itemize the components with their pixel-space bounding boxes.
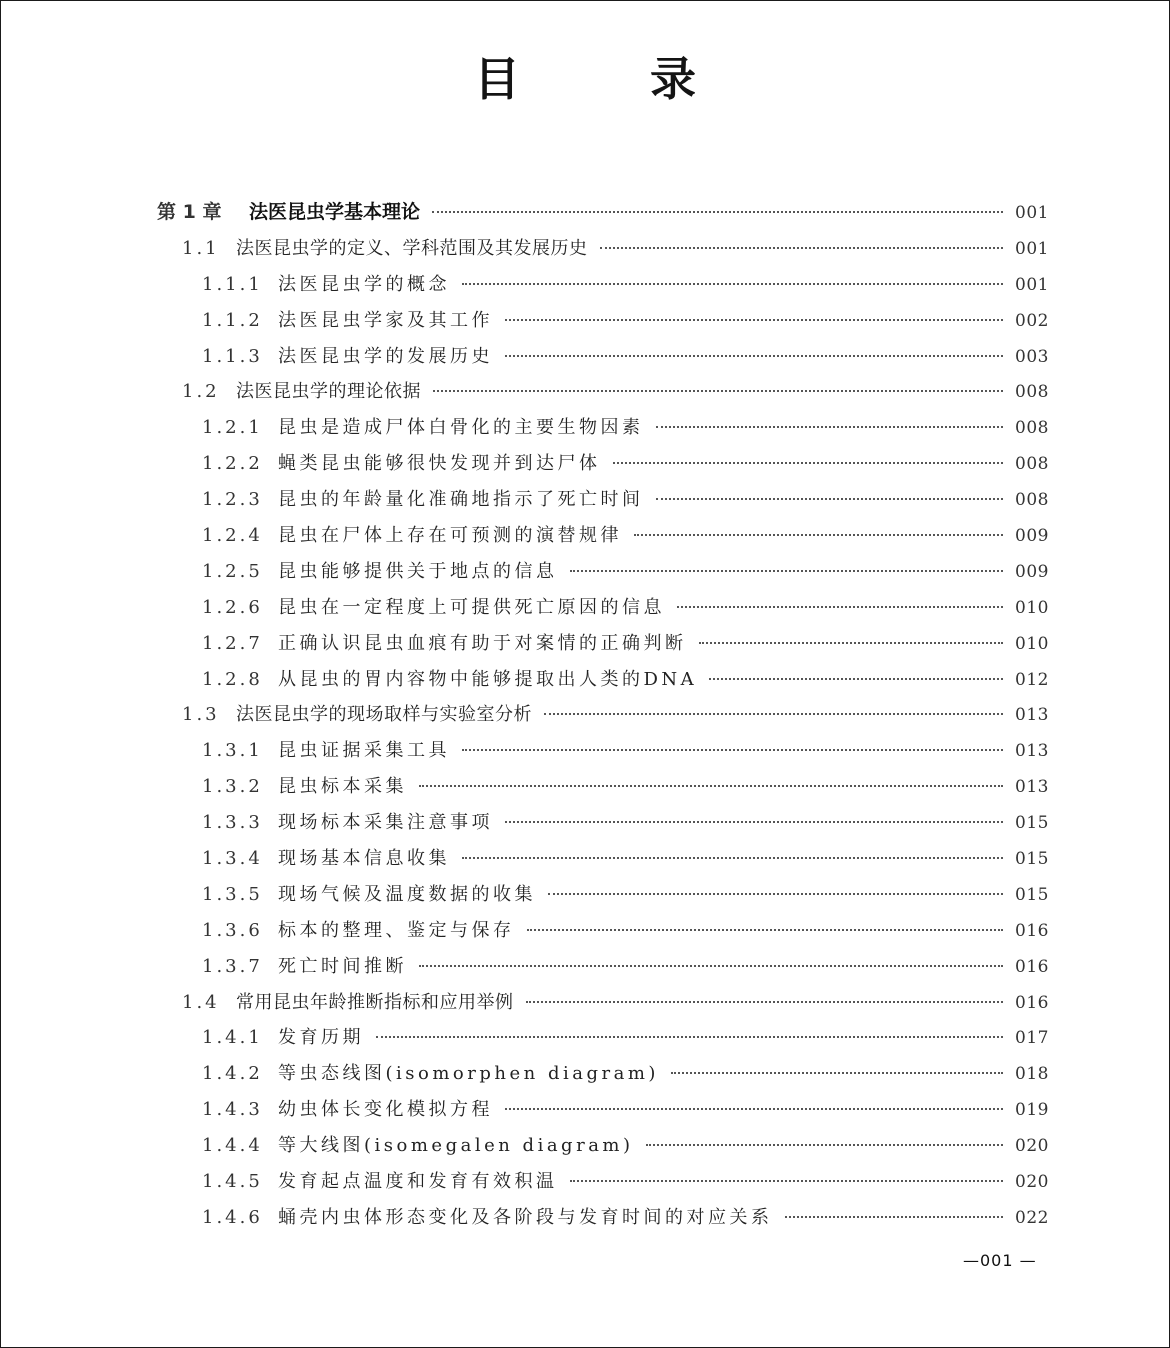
toc-entry-number: 1.4.5	[202, 1171, 263, 1193]
toc-leader-dots	[699, 642, 1004, 644]
toc-entry-page: 013	[1015, 741, 1049, 762]
toc-entry-page: 012	[1015, 669, 1049, 690]
toc-entry[interactable]	[157, 231, 1049, 267]
toc-leader-dots	[527, 929, 1004, 931]
toc-entry-page: 010	[1015, 597, 1049, 618]
toc-entry-title: 昆虫的年龄量化准确地指示了死亡时间	[278, 489, 644, 511]
toc-leader-dots	[613, 462, 1004, 464]
toc-entry-number: 1.4.3	[202, 1099, 263, 1121]
toc-leader-dots	[600, 247, 1004, 249]
toc-entry[interactable]	[157, 482, 1049, 518]
toc-entry-number: 1.3.4	[202, 848, 263, 870]
toc-entry-title: 法医昆虫学的理论依据	[236, 381, 421, 403]
toc-entry-page: 013	[1015, 705, 1049, 726]
toc-entry-title: 昆虫在一定程度上可提供死亡原因的信息	[278, 596, 665, 618]
toc-leader-dots	[432, 211, 1003, 213]
toc-entry-number: 1.2.7	[202, 632, 263, 654]
toc-entry[interactable]	[157, 626, 1049, 662]
toc-leader-dots	[671, 1072, 1003, 1074]
toc-entry-title: 法医昆虫学家及其工作	[278, 309, 493, 331]
toc-entry-number: 1.1.3	[202, 345, 263, 367]
toc-entry-title: 常用昆虫年龄推断指标和应用举例	[236, 991, 514, 1013]
toc-entry[interactable]	[157, 374, 1049, 410]
toc-entry[interactable]	[157, 303, 1049, 339]
toc-entry[interactable]	[157, 949, 1049, 985]
toc-entry-page: 009	[1015, 561, 1049, 582]
toc-leader-dots	[526, 1001, 1004, 1003]
toc-leader-dots	[785, 1216, 1004, 1218]
toc-entry[interactable]	[157, 590, 1049, 626]
toc-entry-title: 法医昆虫学的现场取样与实验室分析	[236, 704, 532, 726]
toc-entry-title: 正确认识昆虫血痕有助于对案情的正确判断	[278, 632, 687, 654]
toc-leader-dots	[433, 390, 1003, 392]
toc-leader-dots	[505, 319, 1003, 321]
toc-entry-number: 1.4.2	[202, 1063, 263, 1085]
page-title: 目 录	[474, 52, 738, 106]
toc-entry-number: 1.3.3	[202, 812, 263, 834]
toc-entry-number: 1.3.1	[202, 740, 263, 762]
toc-entry-title: 昆虫是造成尸体白骨化的主要生物因素	[278, 417, 644, 439]
toc-entry-number: 1.2	[182, 381, 220, 403]
toc-leader-dots	[419, 965, 1003, 967]
toc-entry-number: 1.4	[182, 991, 220, 1013]
toc-entry-page: 008	[1015, 418, 1049, 439]
toc-entry[interactable]	[157, 805, 1049, 841]
toc-entry-title: 等大线图(isomegalen diagram)	[278, 1135, 634, 1157]
toc-entry-page: 016	[1015, 920, 1049, 941]
toc-entry-title: 法医昆虫学的发展历史	[278, 345, 493, 367]
toc-entry[interactable]	[157, 410, 1049, 446]
toc-entry-title: 法医昆虫学基本理论	[249, 201, 421, 223]
toc-entry-page: 018	[1015, 1064, 1049, 1085]
toc-entry[interactable]	[157, 1056, 1049, 1092]
toc-entry[interactable]	[157, 985, 1049, 1021]
toc-entry[interactable]	[157, 339, 1049, 375]
toc-entry-title: 死亡时间推断	[278, 955, 407, 977]
toc-entry-page: 016	[1015, 956, 1049, 977]
toc-entry[interactable]	[157, 446, 1049, 482]
toc-entry-title: 发育历期	[278, 1027, 364, 1049]
toc-leader-dots	[376, 1036, 1003, 1038]
toc-leader-dots	[548, 893, 1003, 895]
toc-entry-number: 1.2.2	[202, 453, 263, 475]
table-of-contents	[157, 195, 1049, 1236]
toc-leader-dots	[634, 534, 1003, 536]
toc-entry-title: 等虫态线图(isomorphen diagram)	[278, 1063, 659, 1085]
toc-entry-page: 008	[1015, 490, 1049, 511]
toc-entry-number: 1.4.6	[202, 1206, 263, 1228]
toc-entry-title: 标本的整理、鉴定与保存	[278, 919, 515, 941]
toc-entry-number: 第 1 章	[157, 201, 222, 223]
toc-entry-title: 昆虫在尸体上存在可预测的演替规律	[278, 525, 622, 547]
toc-entry[interactable]	[157, 1020, 1049, 1056]
toc-leader-dots	[646, 1144, 1003, 1146]
toc-entry-title: 幼虫体长变化模拟方程	[278, 1099, 493, 1121]
toc-entry[interactable]	[157, 267, 1049, 303]
toc-entry-title: 蝇类昆虫能够很快发现并到达尸体	[278, 453, 601, 475]
toc-entry-number: 1.3	[182, 704, 220, 726]
toc-leader-dots	[462, 857, 1003, 859]
toc-entry-number: 1.1.1	[202, 273, 263, 295]
toc-entry-title: 法医昆虫学的概念	[278, 273, 450, 295]
toc-entry-title: 从昆虫的胃内容物中能够提取出人类的DNA	[278, 668, 698, 690]
toc-entry-title: 现场标本采集注意事项	[278, 812, 493, 834]
toc-entry[interactable]	[157, 1128, 1049, 1164]
toc-leader-dots	[462, 283, 1003, 285]
toc-entry[interactable]	[157, 518, 1049, 554]
toc-leader-dots	[677, 606, 1003, 608]
toc-leader-dots	[656, 498, 1004, 500]
toc-entry-page: 009	[1015, 526, 1049, 547]
toc-entry[interactable]	[157, 877, 1049, 913]
toc-entry-page: 010	[1015, 633, 1049, 654]
toc-leader-dots	[505, 1108, 1003, 1110]
toc-leader-dots	[505, 821, 1003, 823]
toc-entry[interactable]	[157, 195, 1049, 231]
toc-entry-page: 017	[1015, 1028, 1049, 1049]
toc-entry[interactable]	[157, 913, 1049, 949]
toc-entry-number: 1.2.8	[202, 668, 263, 690]
toc-entry-number: 1.2.6	[202, 596, 263, 618]
toc-entry-title: 昆虫能够提供关于地点的信息	[278, 560, 558, 582]
toc-entry[interactable]	[157, 1164, 1049, 1200]
toc-entry-page: 016	[1015, 992, 1049, 1013]
toc-entry-page: 019	[1015, 1100, 1049, 1121]
toc-entry[interactable]	[157, 554, 1049, 590]
toc-entry-number: 1.2.1	[202, 417, 263, 439]
toc-entry-number: 1.2.4	[202, 525, 263, 547]
toc-entry-title: 现场基本信息收集	[278, 848, 450, 870]
toc-entry-title: 昆虫证据采集工具	[278, 740, 450, 762]
toc-entry-page: 008	[1015, 382, 1049, 403]
toc-leader-dots	[709, 678, 1003, 680]
toc-entry-number: 1.2.5	[202, 560, 263, 582]
toc-leader-dots	[656, 426, 1004, 428]
toc-entry-number: 1.4.4	[202, 1135, 263, 1157]
toc-entry-page: 008	[1015, 454, 1049, 475]
toc-entry-page: 020	[1015, 1172, 1049, 1193]
toc-entry-number: 1.1	[182, 237, 220, 259]
toc-entry[interactable]	[157, 841, 1049, 877]
toc-entry-page: 020	[1015, 1136, 1049, 1157]
toc-entry[interactable]	[157, 733, 1049, 769]
toc-leader-dots	[419, 785, 1003, 787]
toc-entry-page: 022	[1015, 1207, 1049, 1228]
toc-entry[interactable]	[157, 697, 1049, 733]
toc-leader-dots	[570, 570, 1004, 572]
toc-entry-title: 法医昆虫学的定义、学科范围及其发展历史	[236, 237, 588, 259]
toc-leader-dots	[544, 713, 1003, 715]
toc-entry-number: 1.4.1	[202, 1027, 263, 1049]
toc-entry[interactable]	[157, 769, 1049, 805]
toc-entry[interactable]	[157, 1092, 1049, 1128]
toc-entry-page: 001	[1015, 203, 1049, 223]
toc-entry-number: 1.2.3	[202, 489, 263, 511]
toc-entry-page: 002	[1015, 310, 1049, 331]
toc-entry-title: 发育起点温度和发育有效积温	[278, 1171, 558, 1193]
toc-entry-page: 015	[1015, 849, 1049, 870]
page-number: —001 —	[963, 1251, 1037, 1270]
toc-entry-page: 015	[1015, 884, 1049, 905]
toc-entry-title: 昆虫标本采集	[278, 776, 407, 798]
toc-entry-page: 001	[1015, 274, 1049, 295]
toc-entry-page: 001	[1015, 238, 1049, 259]
toc-entry[interactable]	[157, 662, 1049, 698]
toc-entry-number: 1.3.6	[202, 919, 263, 941]
toc-entry-number: 1.3.2	[202, 776, 263, 798]
toc-entry-number: 1.3.5	[202, 883, 263, 905]
toc-entry-page: 013	[1015, 777, 1049, 798]
toc-leader-dots	[570, 1180, 1004, 1182]
toc-entry-title: 蛹壳内虫体形态变化及各阶段与发育时间的对应关系	[278, 1206, 773, 1228]
toc-entry-number: 1.3.7	[202, 955, 263, 977]
toc-entry-page: 015	[1015, 813, 1049, 834]
toc-entry-title: 现场气候及温度数据的收集	[278, 883, 536, 905]
toc-leader-dots	[462, 749, 1003, 751]
toc-entry[interactable]	[157, 1200, 1049, 1236]
toc-entry-page: 003	[1015, 346, 1049, 367]
toc-leader-dots	[505, 355, 1003, 357]
toc-entry-number: 1.1.2	[202, 309, 263, 331]
